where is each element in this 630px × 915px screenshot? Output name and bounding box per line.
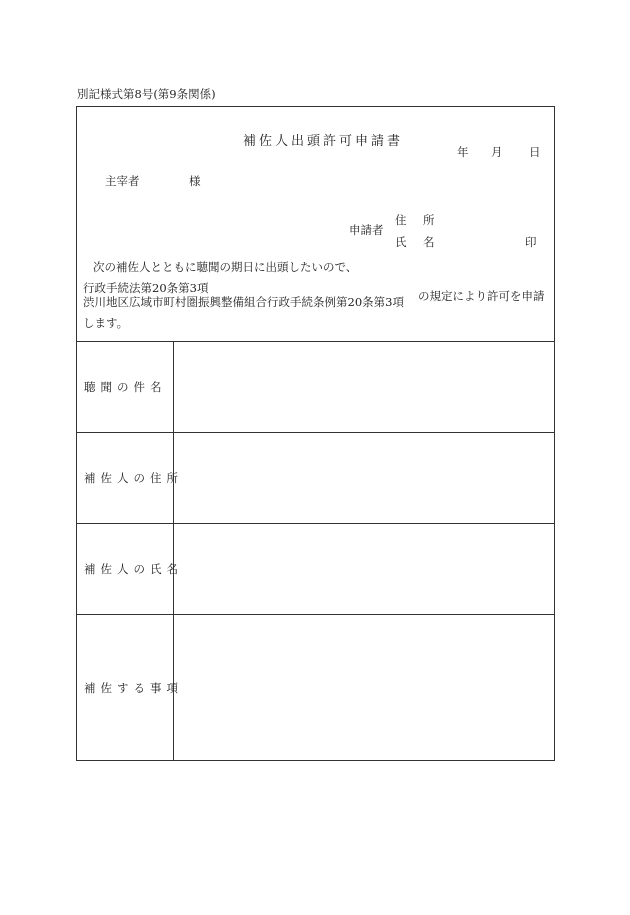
date-month-label: 月	[491, 145, 503, 159]
applicant-label: 申請者	[349, 223, 384, 237]
address-label-char-2: 所	[423, 213, 435, 227]
application-form	[76, 106, 555, 761]
request-suffix-text: の規定により許可を申請	[418, 289, 545, 303]
assistant-address-field[interactable]	[174, 433, 554, 523]
hearing-subject-label: 聴聞の件名	[77, 342, 174, 432]
name-label-char-1: 氏	[395, 235, 407, 249]
assistance-matters-label: 補佐する事項	[77, 615, 174, 761]
address-label-char-1: 住	[395, 213, 407, 227]
table-row	[77, 341, 554, 432]
law-option-2: 渋川地区広域市町村圏振興整備組合行政手続条例第20条第3項	[83, 295, 404, 309]
table-row	[77, 432, 554, 523]
addressee-label: 主宰者	[105, 174, 140, 188]
table-row	[77, 614, 554, 761]
date-year-label: 年	[457, 145, 469, 159]
assistance-matters-field[interactable]	[174, 615, 554, 761]
date-day-label: 日	[529, 145, 541, 159]
hearing-subject-field[interactable]	[174, 342, 554, 432]
assistant-address-label: 補佐人の住所	[77, 433, 174, 523]
request-closing-text: します。	[83, 316, 129, 330]
form-title: 補佐人出頭許可申請書	[243, 134, 404, 149]
form-table	[77, 341, 554, 761]
honorific-label: 様	[189, 174, 201, 188]
form-number-label: 別記様式第8号(第9条関係)	[77, 87, 216, 101]
seal-label: 印	[525, 235, 537, 249]
name-label-char-2: 名	[423, 235, 435, 249]
form-header	[77, 107, 554, 341]
request-text: 次の補佐人とともに聴聞の期日に出頭したいので、	[93, 260, 358, 274]
assistant-name-label: 補佐人の氏名	[77, 524, 174, 614]
table-row	[77, 523, 554, 614]
assistant-name-field[interactable]	[174, 524, 554, 614]
law-option-1: 行政手続法第20条第3項	[83, 281, 209, 295]
